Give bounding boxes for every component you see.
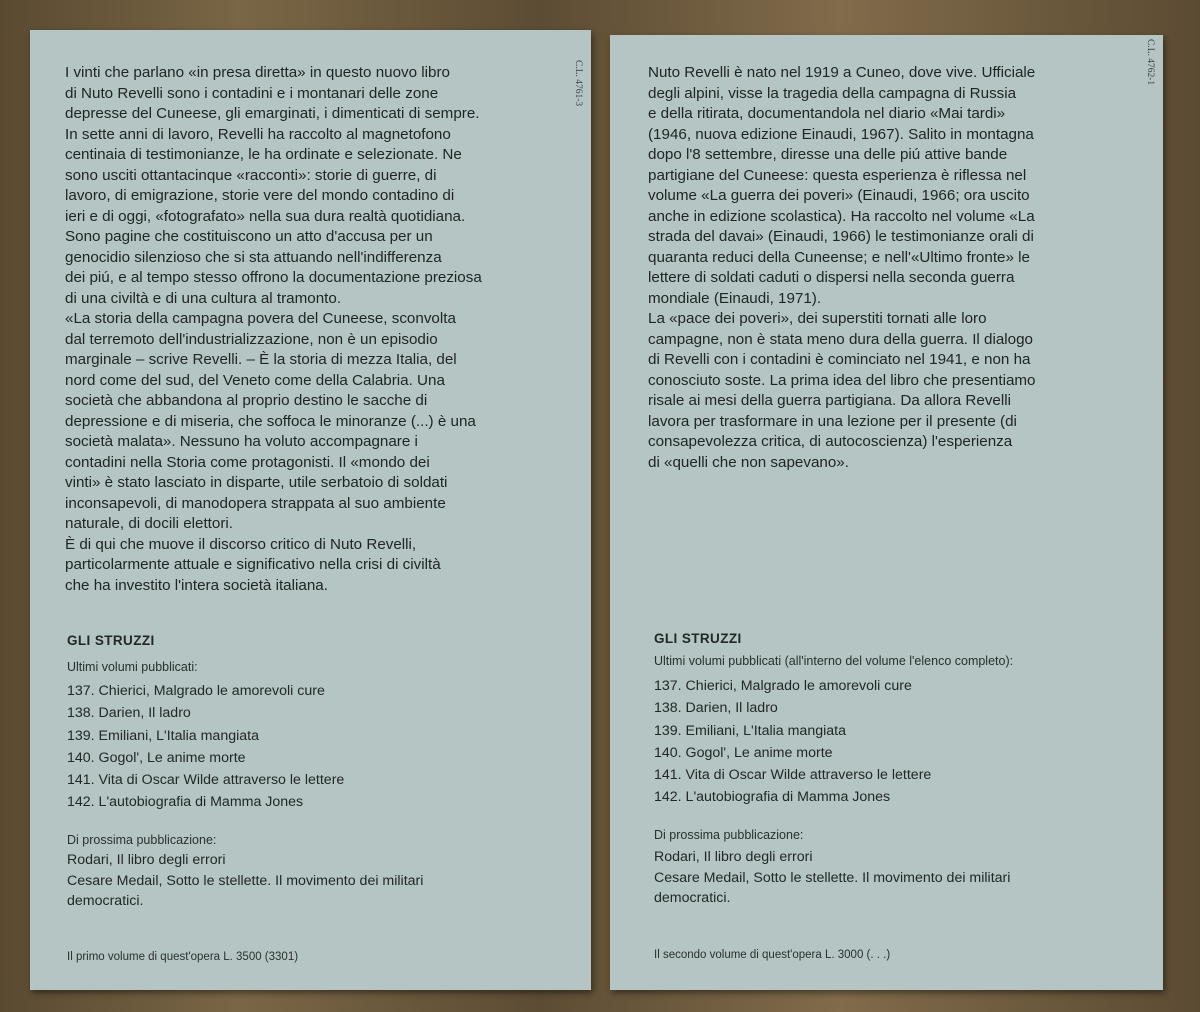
list-item: 139. Emiliani, L'Italia mangiata [67,727,259,744]
upcoming-volumes: Rodari, Il libro degli errori Cesare Medail, Sotto le stellette. Il movimento dei militari democratici. [654,849,1011,906]
list-item: 139. Emiliani, L'Italia mangiata [654,722,846,739]
recent-volumes-heading: Ultimi volumi pubblicati (all'interno del volume l'elenco completo): [654,654,1014,668]
book-blurb: I vinti che parlano «in presa diretta» in questo nuovo libro di Nuto Revelli sono i contadini e i montanari delle zone depresse del Cuneese, gli emarginati, i dimenticati di sempre. In sette anni di lavoro, Revelli ha raccolto al magnetofono centinaia di testimonianze, le ha ordinate e selezionate. Ne sono usciti ottantacinque «racconti»: storie di guerre, di lavoro, di emigrazione, storie vere del mondo contadino di ieri e di oggi, «fotografato» nella sua dura realtà quotidiana. Sono pagine che costituiscono un atto d'accusa per un genocidio silenzioso che si sta attuando nell'indifferenza dei piú, e al tempo stesso offrono la documentazione preziosa di una civiltà e di una cultura al tramonto. «La storia della campagna povera del Cuneese, sconvolta dal terremoto dell'industrializzazione, non è un episodio marginale – scrive Revelli. – È la storia di mezza Italia, del nord come del sud, del Veneto come della Calabria. Una società che abbandona al proprio destino le sacche di depressione e di miseria, che soffoca le minoranze (...) è una società malata». Nessuno ha voluto accompagnare i contadini nella Storia come protagonisti. Il «mondo dei vinti» è stato lasciato in disparte, utile serbatoio di soldati inconsapevoli, di manodopera strappata al suo ambiente naturale, di docili elettori. È di qui che muove il discorso critico di Nuto Revelli, particolarmente attuale e significativo nella crisi di civiltà che ha investito l'intera società italiana. [65,64,482,594]
list-item: 142. L'autobiografia di Mamma Jones [654,789,891,806]
list-item: 142. L'autobiografia di Mamma Jones [67,794,304,811]
list-item: 140. Gogol', Le anime morte [67,749,246,766]
upcoming-heading: Di prossima pubblicazione: [654,828,804,842]
list-item: 137. Chierici, Malgrado le amorevoli cure [67,683,325,699]
upcoming-heading: Di prossima pubblicazione: [67,833,217,847]
series-title: GLI STRUZZI [654,631,742,646]
list-item: 137. Chierici, Malgrado le amorevoli cure [654,678,912,694]
price-line: Il secondo volume di quest'opera L. 3000 (. . .) [654,949,891,961]
left-book-back-cover [30,30,591,990]
recent-volumes-list [654,675,931,809]
price-line: Il primo volume di quest'opera L. 3500 (3301) [67,951,299,963]
list-item: 138. Darien, Il ladro [67,705,191,722]
list-item: 141. Vita di Oscar Wilde attraverso le lettere [67,772,345,789]
recent-volumes-list [67,680,344,814]
series-title: GLI STRUZZI [67,633,155,648]
upcoming-volumes: Rodari, Il libro degli errori Cesare Medail, Sotto le stellette. Il movimento dei militari democratici. [67,852,424,909]
right-book-back-cover [610,35,1163,990]
catalog-code: C.L. 4762-1 [1145,39,1155,86]
catalog-code: C.L. 4761-3 [573,60,583,107]
author-biography: Nuto Revelli è nato nel 1919 a Cuneo, dove vive. Ufficiale degli alpini, visse la tragedia della campagna di Russia e della ritirata, documentandola nel diario «Mai tardi» (1946, nuova edizione Einaudi, 1967). Salito in montagna dopo l'8 settembre, diresse una delle piú attive bande partigiane del Cuneese: questa esperienza è riflessa nel volume «La guerra dei poveri» (Einaudi, 1966; ora uscito anche in edizione scolastica). Ha raccolto nel volume «La strada del davai» (Einaudi, 1966) le testimonianze orali di quaranta reduci della Cuneense; e nell'«Ultimo fronte» le lettere di soldati caduti o dispersi nella seconda guerra mondiale (Einaudi, 1971). La «pace dei poveri», dei superstiti tornati alle loro campagne, non è stata meno dura della guerra. Il dialogo di Revelli con i contadini è cominciato nel 1941, e non ha conosciuto soste. La prima idea del libro che presentiamo risale ai mesi della guerra partigiana. Da allora Revelli lavora per trasformare in una lezione per il presente (di consapevolezza critica, di autocoscienza) l'esperienza di «quelli che non sapevano». [648,64,1036,471]
list-item: 141. Vita di Oscar Wilde attraverso le lettere [654,767,932,784]
list-item: 138. Darien, Il ladro [654,700,778,717]
recent-volumes-heading: Ultimi volumi pubblicati: [67,660,198,674]
list-item: 140. Gogol', Le anime morte [654,744,833,761]
